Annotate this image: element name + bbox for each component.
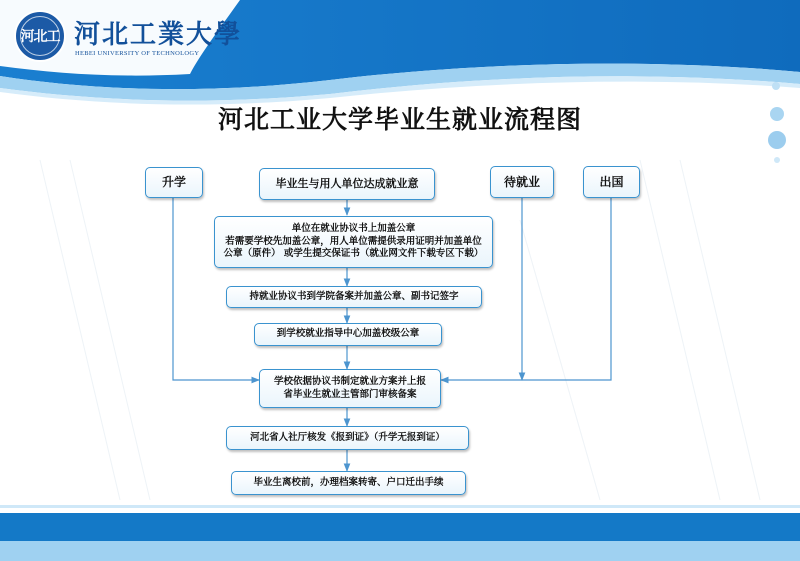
step-2-line2: 若需要学校先加盖公章，用人单位需提供录用证明并加盖单位 <box>225 235 482 247</box>
decor-circle <box>774 157 780 163</box>
step-4-school-seal <box>254 323 442 346</box>
step-5-employment-plan <box>259 369 441 408</box>
step-6-label: 河北省人社厅核发《报到证》（升学无报到证） <box>250 431 445 443</box>
node-daijiuye <box>490 166 554 198</box>
footer-band-light <box>0 541 800 561</box>
node-daijiuye-label: 待就业 <box>503 174 540 189</box>
step-2-line1: 单位在就业协议书上加盖公章 <box>291 222 416 234</box>
step-2-seal <box>214 216 493 268</box>
node-chuguo-label: 出国 <box>599 174 624 189</box>
logo-english-name: HEBEI UNIVERSITY OF TECHNOLOGY <box>75 50 200 57</box>
university-seal: 河北工 <box>14 10 66 62</box>
step-7-departure <box>231 471 466 495</box>
step-5-line2: 省毕业生就业主管部门审核备案 <box>283 388 417 400</box>
page-title: 河北工业大学毕业生就业流程图 <box>217 105 582 134</box>
node-shengxue-label: 升学 <box>161 175 186 190</box>
node-chuguo <box>583 166 640 198</box>
logo-chinese-name: 河北工業大學 <box>74 20 243 50</box>
step-4-label: 到学校就业指导中心加盖校级公章 <box>276 328 420 340</box>
step-2-line3: 公章（原件） 或学生提交保证书（就业网文件下载专区下载） <box>223 248 484 260</box>
node-shengxue <box>145 167 203 198</box>
step-3-college-record <box>226 286 482 308</box>
step-5-line1: 学校依据协议书制定就业方案并上报 <box>273 375 426 387</box>
footer-line-light <box>0 505 800 508</box>
step-6-report-card <box>226 426 469 450</box>
university-logo <box>14 10 243 66</box>
step-1-agreement <box>259 168 435 200</box>
decor-circle <box>772 82 780 90</box>
step-3-label: 持就业协议书到学院备案并加盖公章、副书记签字 <box>249 290 459 302</box>
step-1-label: 毕业生与用人单位达成就业意 <box>275 176 419 190</box>
step-7-label: 毕业生离校前，办理档案转寄、户口迁出手续 <box>253 476 444 488</box>
footer-band <box>0 513 800 541</box>
